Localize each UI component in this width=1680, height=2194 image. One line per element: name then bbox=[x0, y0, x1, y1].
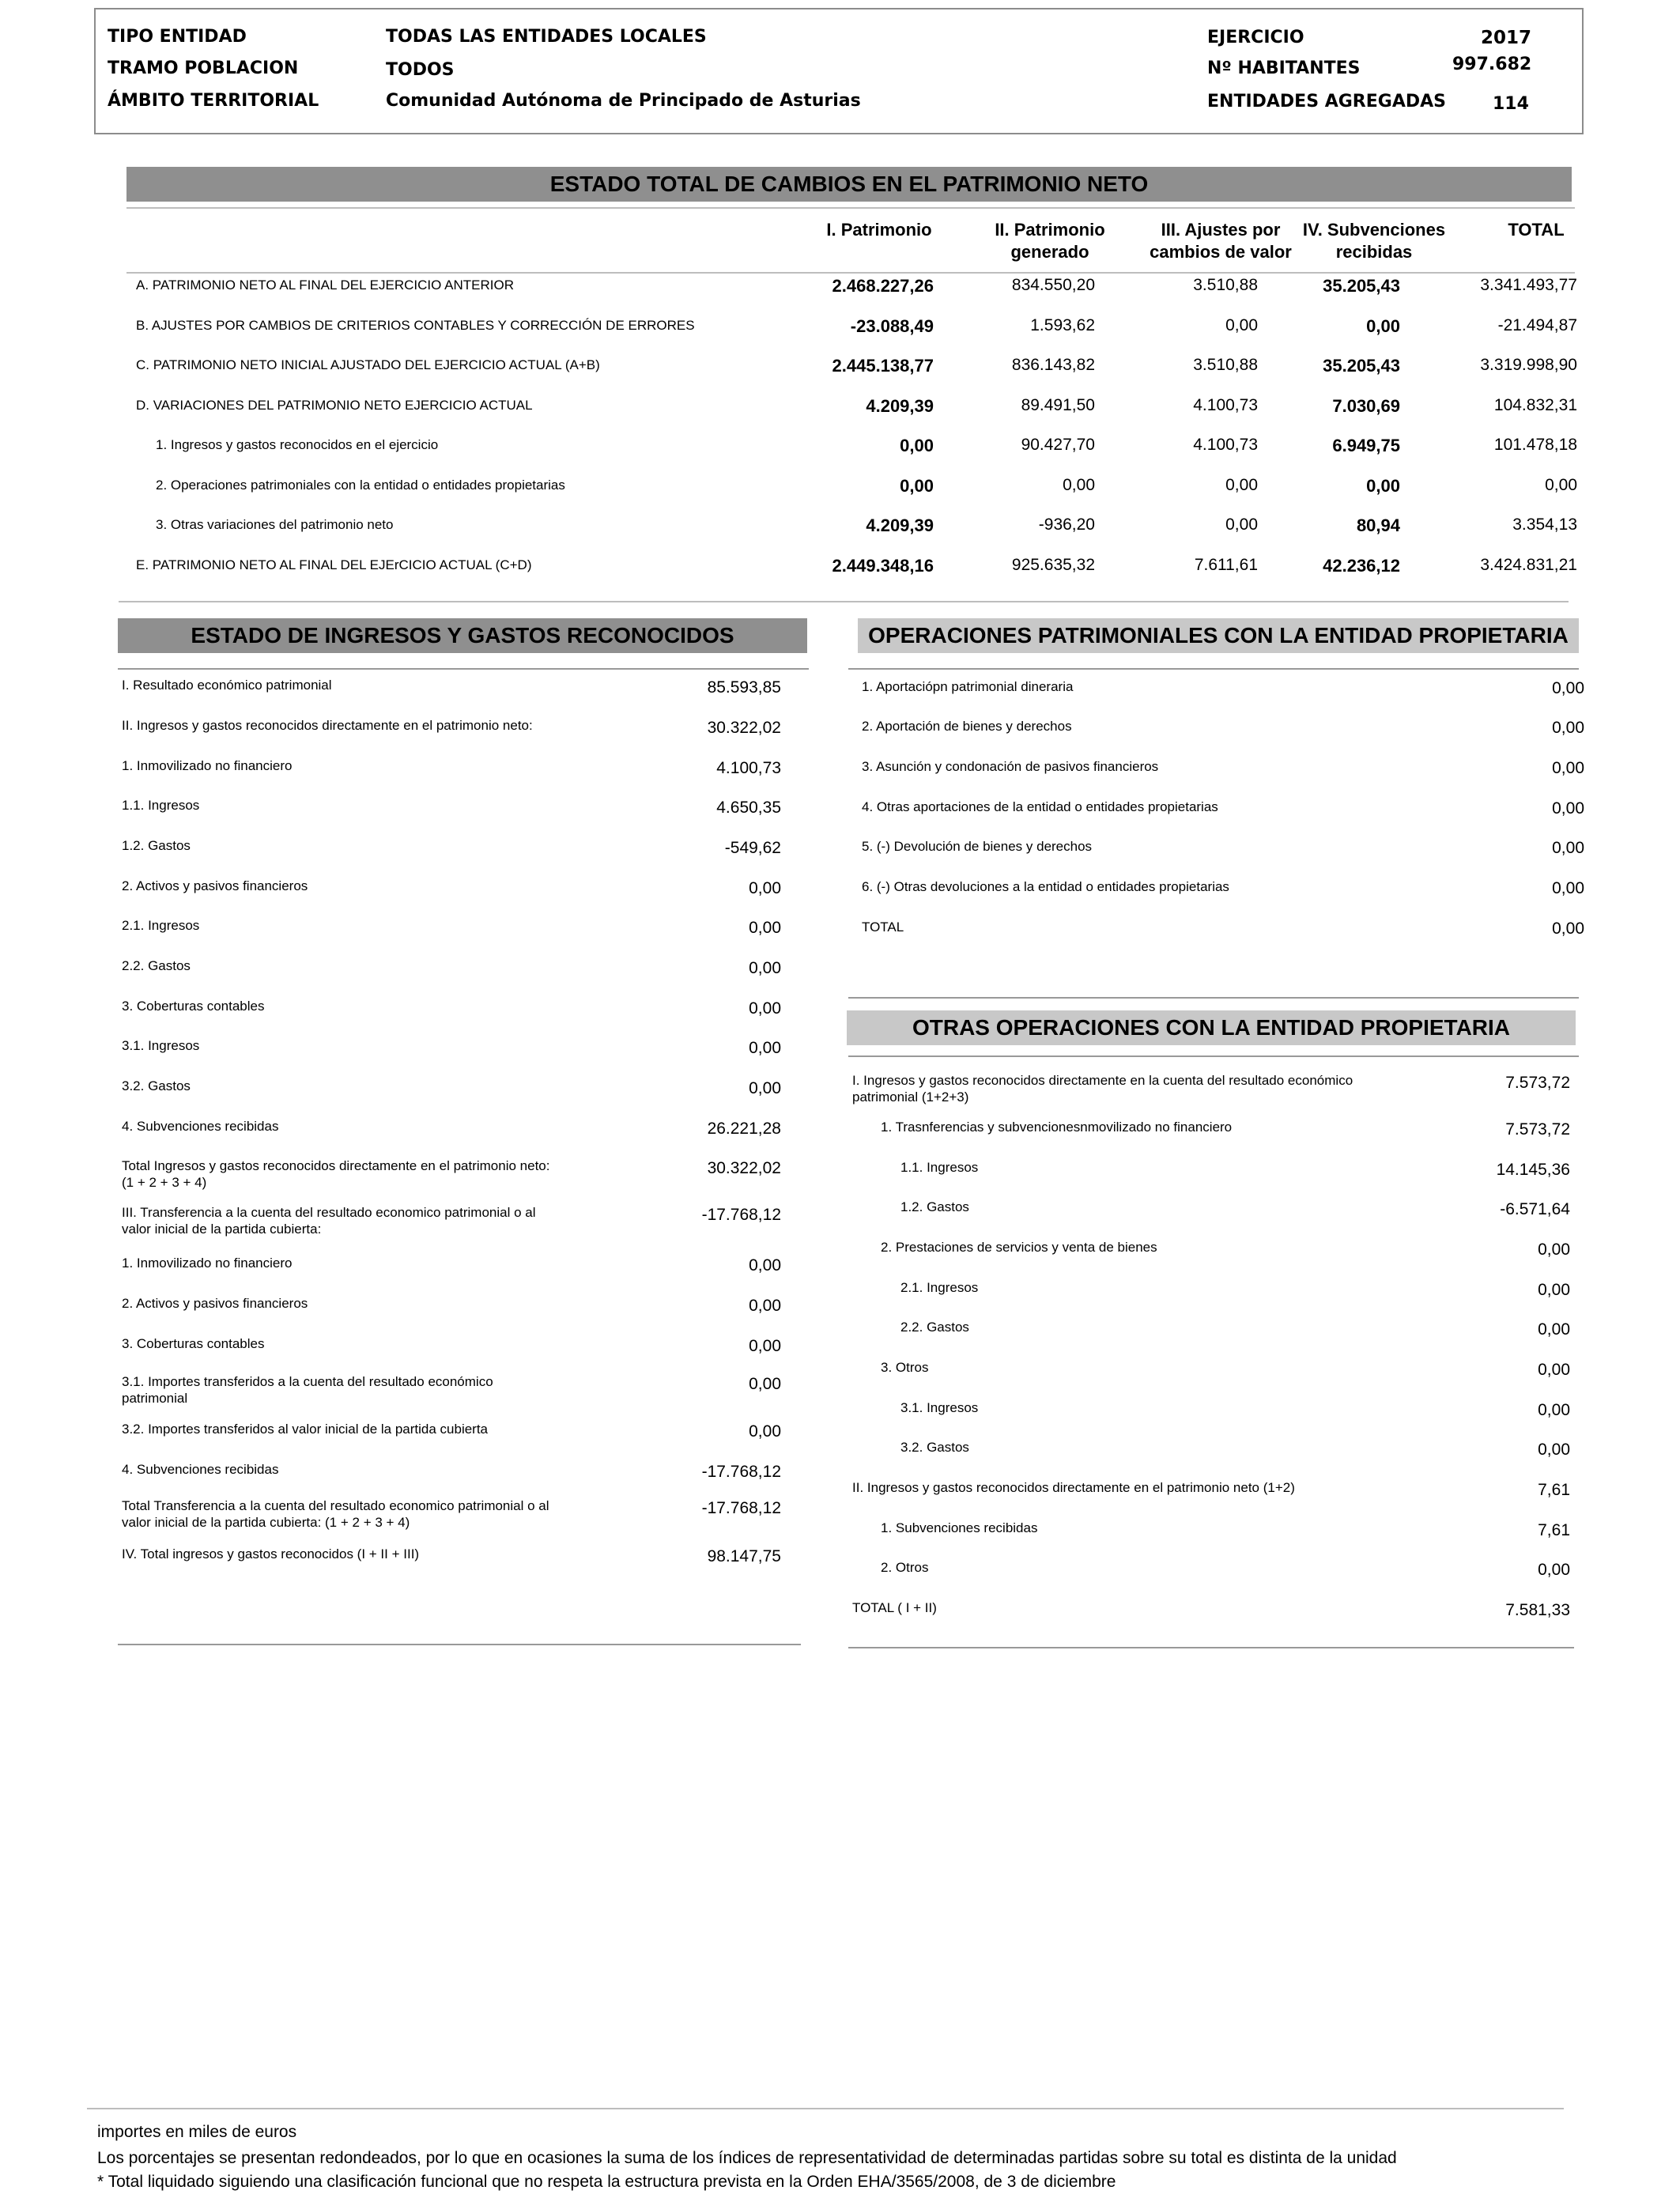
ingresos-row-label: 1.1. Ingresos bbox=[122, 798, 200, 813]
ingresos-row-label: 3.2. Gastos bbox=[122, 1078, 191, 1093]
otras-title: OTRAS OPERACIONES CON LA ENTIDAD PROPIETARIA bbox=[847, 1010, 1576, 1045]
otras-row-value: 7,61 bbox=[1538, 1481, 1570, 1499]
cambios-row-value: 4.209,39 bbox=[866, 395, 934, 416]
otras-row-value: 0,00 bbox=[1538, 1401, 1570, 1419]
ejercicio-label: EJERCICIO bbox=[1207, 28, 1304, 47]
operaciones-top-rule bbox=[848, 668, 1579, 670]
cambios-row-value: 0,00 bbox=[1545, 475, 1577, 494]
ingresos-row-value: 0,00 bbox=[749, 1337, 781, 1355]
cambios-row-value: 6.949,75 bbox=[1332, 436, 1400, 455]
ingresos-row-label: 3.1. Importes transferidos a la cuenta del resultado económico patrimonial bbox=[122, 1374, 493, 1406]
cambios-header-rule bbox=[126, 272, 1575, 274]
otras-row-value: 0,00 bbox=[1538, 1320, 1570, 1339]
tipo-entidad-value: TODAS LAS ENTIDADES LOCALES bbox=[386, 27, 707, 47]
cambios-row-value: 1.593,62 bbox=[1030, 315, 1095, 334]
otras-row-label: 2. Prestaciones de servicios y venta de bienes bbox=[881, 1240, 1157, 1255]
ingresos-row-value: 0,00 bbox=[749, 959, 781, 977]
cambios-row-value: 834.550,20 bbox=[1011, 276, 1095, 294]
cambios-row-value: 0,00 bbox=[900, 436, 934, 455]
ambito-territorial-label: ÁMBITO TERRITORIAL bbox=[108, 91, 319, 111]
cambios-row-label: B. AJUSTES POR CAMBIOS DE CRITERIOS CONTABLES Y CORRECCIÓN DE ERRORES bbox=[136, 317, 695, 333]
operaciones-row-value: 0,00 bbox=[1552, 920, 1584, 938]
ingresos-title: ESTADO DE INGRESOS Y GASTOS RECONOCIDOS bbox=[118, 618, 807, 653]
otras-row-value: 0,00 bbox=[1538, 1281, 1570, 1299]
otras-row-value: 14.145,36 bbox=[1496, 1161, 1570, 1179]
operaciones-row-label: 5. (-) Devolución de bienes y derechos bbox=[862, 839, 1093, 854]
ingresos-row-label: 3.2. Importes transferidos al valor inicial de la partida cubierta bbox=[122, 1422, 489, 1437]
otras-row-value: 7.573,72 bbox=[1505, 1120, 1570, 1139]
cambios-row-value: 7.030,69 bbox=[1332, 395, 1400, 416]
otras-row-label: 3.1. Ingresos bbox=[900, 1400, 979, 1415]
otras-row-label: 2.2. Gastos bbox=[900, 1320, 969, 1335]
cambios-row-value: 4.100,73 bbox=[1193, 395, 1258, 414]
cambios-row-value: 3.424.831,21 bbox=[1480, 555, 1577, 574]
ingresos-row-value: 4.650,35 bbox=[716, 799, 781, 817]
operaciones-title: OPERACIONES PATRIMONIALES CON LA ENTIDAD PROPIETARIA bbox=[858, 618, 1579, 653]
otras-row-label: 3.2. Gastos bbox=[900, 1440, 969, 1455]
cambios-row-value: 0,00 bbox=[1225, 475, 1258, 494]
cambios-column-header: IV. Subvenciones recibidas bbox=[1302, 220, 1446, 262]
cambios-row-label: 1. Ingresos y gastos reconocidos en el ejercicio bbox=[156, 437, 439, 452]
cambios-row-value: 0,00 bbox=[1225, 515, 1258, 534]
otras-row-label: 2.1. Ingresos bbox=[900, 1280, 979, 1295]
ingresos-row-value: 30.322,02 bbox=[707, 1159, 781, 1177]
otras-row-label: TOTAL ( I + II) bbox=[852, 1600, 937, 1615]
ingresos-row-label: 3. Coberturas contables bbox=[122, 1336, 265, 1351]
otras-row-value: -6.571,64 bbox=[1500, 1200, 1570, 1218]
ingresos-row-value: 0,00 bbox=[749, 1039, 781, 1057]
cambios-row-value: 836.143,82 bbox=[1011, 356, 1095, 374]
tramo-poblacion-value: TODOS bbox=[386, 60, 455, 80]
ingresos-row-value: 0,00 bbox=[749, 1079, 781, 1097]
otras-row-value: 0,00 bbox=[1538, 1441, 1570, 1459]
ingresos-top-rule bbox=[118, 668, 809, 670]
ingresos-row-label: 4. Subvenciones recibidas bbox=[122, 1119, 279, 1134]
cambios-row-value: 0,00 bbox=[900, 475, 934, 496]
cambios-row-value: 3.354,13 bbox=[1512, 515, 1577, 534]
cambios-row-value: -23.088,49 bbox=[850, 315, 934, 336]
cambios-title: ESTADO TOTAL DE CAMBIOS EN EL PATRIMONIO NETO bbox=[126, 167, 1572, 202]
operaciones-row-value: 0,00 bbox=[1552, 799, 1584, 818]
ingresos-row-value: 26.221,28 bbox=[707, 1120, 781, 1138]
tramo-poblacion-label: TRAMO POBLACION bbox=[108, 59, 299, 78]
otras-row-label: I. Ingresos y gastos reconocidos directamente en la cuenta del resultado económico patrimonial (1+2+3) bbox=[852, 1073, 1353, 1105]
ingresos-row-value: -17.768,12 bbox=[701, 1499, 781, 1517]
cambios-row-value: 101.478,18 bbox=[1493, 436, 1577, 454]
cambios-row-value: 4.209,39 bbox=[866, 515, 934, 535]
ingresos-row-value: 30.322,02 bbox=[707, 719, 781, 737]
otras-row-label: 1.1. Ingresos bbox=[900, 1160, 979, 1175]
otras-row-value: 7.573,72 bbox=[1505, 1074, 1570, 1092]
ejercicio-value: 2017 bbox=[1481, 28, 1532, 48]
ingresos-row-value: 0,00 bbox=[749, 879, 781, 897]
otras-row-value: 0,00 bbox=[1538, 1240, 1570, 1259]
ingresos-row-value: -549,62 bbox=[724, 839, 781, 857]
cambios-row-label: 2. Operaciones patrimoniales con la entidad o entidades propietarias bbox=[156, 477, 565, 493]
cambios-row-value: -936,20 bbox=[1038, 515, 1095, 534]
ingresos-row-label: 2. Activos y pasivos financieros bbox=[122, 1296, 308, 1311]
ingresos-row-value: 0,00 bbox=[749, 1256, 781, 1274]
cambios-row-value: 0,00 bbox=[1225, 315, 1258, 334]
otras-row-label: 1. Trasnferencias y subvencionesnmovilizado no financiero bbox=[881, 1120, 1233, 1135]
otras-row-label: 2. Otros bbox=[881, 1560, 929, 1575]
cambios-row-label: E. PATRIMONIO NETO AL FINAL DEL EJErCICIO ACTUAL (C+D) bbox=[136, 557, 532, 572]
cambios-row-value: 2.445.138,77 bbox=[832, 356, 934, 376]
ingresos-row-label: 2.2. Gastos bbox=[122, 958, 191, 973]
otras-header-rule bbox=[848, 1055, 1579, 1057]
ingresos-row-value: 98.147,75 bbox=[707, 1547, 781, 1565]
ingresos-row-label: IV. Total ingresos y gastos reconocidos (I + II + III) bbox=[122, 1546, 420, 1561]
cambios-row-value: 42.236,12 bbox=[1323, 555, 1400, 576]
operaciones-row-label: 3. Asunción y condonación de pasivos financieros bbox=[862, 759, 1159, 774]
operaciones-row-label: 6. (-) Otras devoluciones a la entidad o entidades propietarias bbox=[862, 879, 1229, 894]
cambios-row-value: 104.832,31 bbox=[1493, 395, 1577, 414]
operaciones-row-value: 0,00 bbox=[1552, 879, 1584, 897]
cambios-column-header: TOTAL bbox=[1508, 220, 1565, 240]
ingresos-bottom-rule bbox=[118, 1644, 801, 1645]
ingresos-row-label: III. Transferencia a la cuenta del resultado economico patrimonial o al valor inicial de la partida cubierta: bbox=[122, 1205, 536, 1237]
habitantes-value: 997.682 bbox=[1452, 55, 1532, 74]
ingresos-row-value: 0,00 bbox=[749, 1375, 781, 1393]
cambios-row-value: 35.205,43 bbox=[1323, 356, 1400, 376]
operaciones-row-value: 0,00 bbox=[1552, 719, 1584, 737]
ingresos-row-label: 1. Inmovilizado no financiero bbox=[122, 758, 293, 773]
cambios-row-value: 89.491,50 bbox=[1021, 395, 1095, 414]
ingresos-row-label: 2.1. Ingresos bbox=[122, 918, 200, 933]
otras-row-label: 1.2. Gastos bbox=[900, 1199, 969, 1214]
cambios-row-value: 7.611,61 bbox=[1194, 555, 1258, 574]
footer-rule bbox=[87, 2108, 1564, 2109]
cambios-row-label: A. PATRIMONIO NETO AL FINAL DEL EJERCICIO ANTERIOR bbox=[136, 278, 514, 293]
operaciones-row-label: 1. Aportaciópn patrimonial dineraria bbox=[862, 679, 1074, 694]
cambios-row-value: 2.449.348,16 bbox=[832, 555, 934, 576]
otras-row-value: 0,00 bbox=[1538, 1361, 1570, 1379]
operaciones-row-label: 2. Aportación de bienes y derechos bbox=[862, 719, 1072, 734]
otras-row-value: 0,00 bbox=[1538, 1561, 1570, 1579]
cambios-row-value: 4.100,73 bbox=[1193, 436, 1258, 454]
ingresos-row-label: 2. Activos y pasivos financieros bbox=[122, 878, 308, 893]
ingresos-row-label: I. Resultado económico patrimonial bbox=[122, 678, 332, 693]
ingresos-row-value: 0,00 bbox=[749, 1297, 781, 1315]
cambios-bottom-rule bbox=[119, 601, 1569, 602]
ingresos-row-label: 1. Inmovilizado no financiero bbox=[122, 1256, 293, 1271]
ingresos-row-value: 0,00 bbox=[749, 1422, 781, 1441]
footer-functional-note: * Total liquidado siguiendo una clasificación funcional que no respeta la estructura prevista en la Orden EHA/3565/2008, de 3 de diciembre bbox=[97, 2173, 1116, 2191]
cambios-row-value: 3.319.998,90 bbox=[1480, 356, 1577, 374]
entidades-agregadas-value: 114 bbox=[1493, 94, 1529, 114]
footer-rounding-note: Los porcentajes se presentan redondeados, por lo que en ocasiones la suma de los índices de representatividad de determinadas partidas sobre su total es distinta de la unidad bbox=[97, 2149, 1397, 2167]
operaciones-row-value: 0,00 bbox=[1552, 679, 1584, 697]
cambios-row-value: 0,00 bbox=[1366, 315, 1400, 336]
cambios-column-header: II. Patrimonio generado bbox=[995, 220, 1105, 262]
ingresos-row-label: 1.2. Gastos bbox=[122, 838, 191, 853]
cambios-top-rule bbox=[126, 207, 1575, 209]
otras-row-value: 7,61 bbox=[1538, 1521, 1570, 1539]
ingresos-row-value: -17.768,12 bbox=[701, 1463, 781, 1481]
ingresos-row-label: 3. Coberturas contables bbox=[122, 999, 265, 1014]
cambios-row-value: -21.494,87 bbox=[1497, 315, 1577, 334]
operaciones-row-label: TOTAL bbox=[862, 920, 904, 935]
cambios-row-value: 3.510,88 bbox=[1193, 276, 1258, 294]
entidades-agregadas-label: ENTIDADES AGREGADAS bbox=[1207, 92, 1446, 111]
ingresos-row-label: 3.1. Ingresos bbox=[122, 1038, 200, 1053]
cambios-row-value: 2.468.227,26 bbox=[832, 276, 934, 296]
cambios-row-value: 925.635,32 bbox=[1011, 555, 1095, 574]
otras-bottom-rule bbox=[848, 1647, 1574, 1648]
ingresos-row-label: II. Ingresos y gastos reconocidos directamente en el patrimonio neto: bbox=[122, 718, 533, 733]
cambios-column-header: III. Ajustes por cambios de valor bbox=[1150, 220, 1292, 262]
ingresos-row-label: 4. Subvenciones recibidas bbox=[122, 1462, 279, 1477]
ingresos-row-value: 0,00 bbox=[749, 999, 781, 1018]
cambios-row-value: 90.427,70 bbox=[1021, 436, 1095, 454]
cambios-row-value: 35.205,43 bbox=[1323, 276, 1400, 296]
otras-row-label: 1. Subvenciones recibidas bbox=[881, 1520, 1038, 1535]
otras-row-label: II. Ingresos y gastos reconocidos directamente en el patrimonio neto (1+2) bbox=[852, 1480, 1295, 1495]
ingresos-row-value: 85.593,85 bbox=[707, 678, 781, 697]
otras-top-rule bbox=[848, 997, 1579, 999]
operaciones-row-value: 0,00 bbox=[1552, 839, 1584, 857]
operaciones-row-value: 0,00 bbox=[1552, 759, 1584, 777]
cambios-row-label: C. PATRIMONIO NETO INICIAL AJUSTADO DEL EJERCICIO ACTUAL (A+B) bbox=[136, 357, 600, 372]
footer-units-note: importes en miles de euros bbox=[97, 2123, 297, 2141]
cambios-column-header: I. Patrimonio bbox=[826, 220, 932, 240]
cambios-row-value: 0,00 bbox=[1063, 475, 1095, 494]
ingresos-row-label: Total Ingresos y gastos reconocidos directamente en el patrimonio neto: (1 + 2 + 3 + 4) bbox=[122, 1158, 550, 1190]
ambito-territorial-value: Comunidad Autónoma de Principado de Asturias bbox=[386, 91, 861, 111]
operaciones-row-label: 4. Otras aportaciones de la entidad o entidades propietarias bbox=[862, 799, 1218, 814]
ingresos-row-value: -17.768,12 bbox=[701, 1206, 781, 1224]
habitantes-label: Nº HABITANTES bbox=[1207, 59, 1361, 78]
ingresos-row-label: Total Transferencia a la cuenta del resultado economico patrimonial o al valor inicial de la partida cubierta: (1 + 2 + 3 + 4) bbox=[122, 1498, 549, 1530]
ingresos-row-value: 0,00 bbox=[749, 919, 781, 937]
cambios-row-value: 3.510,88 bbox=[1193, 356, 1258, 374]
otras-row-label: 3. Otros bbox=[881, 1360, 929, 1375]
ingresos-row-value: 4.100,73 bbox=[716, 759, 781, 777]
tipo-entidad-label: TIPO ENTIDAD bbox=[108, 27, 247, 47]
cambios-row-label: D. VARIACIONES DEL PATRIMONIO NETO EJERCICIO ACTUAL bbox=[136, 397, 533, 413]
otras-row-value: 7.581,33 bbox=[1505, 1601, 1570, 1619]
cambios-row-value: 0,00 bbox=[1366, 475, 1400, 496]
cambios-row-label: 3. Otras variaciones del patrimonio neto bbox=[156, 517, 394, 532]
cambios-row-value: 3.341.493,77 bbox=[1480, 276, 1577, 294]
cambios-row-value: 80,94 bbox=[1356, 515, 1400, 535]
